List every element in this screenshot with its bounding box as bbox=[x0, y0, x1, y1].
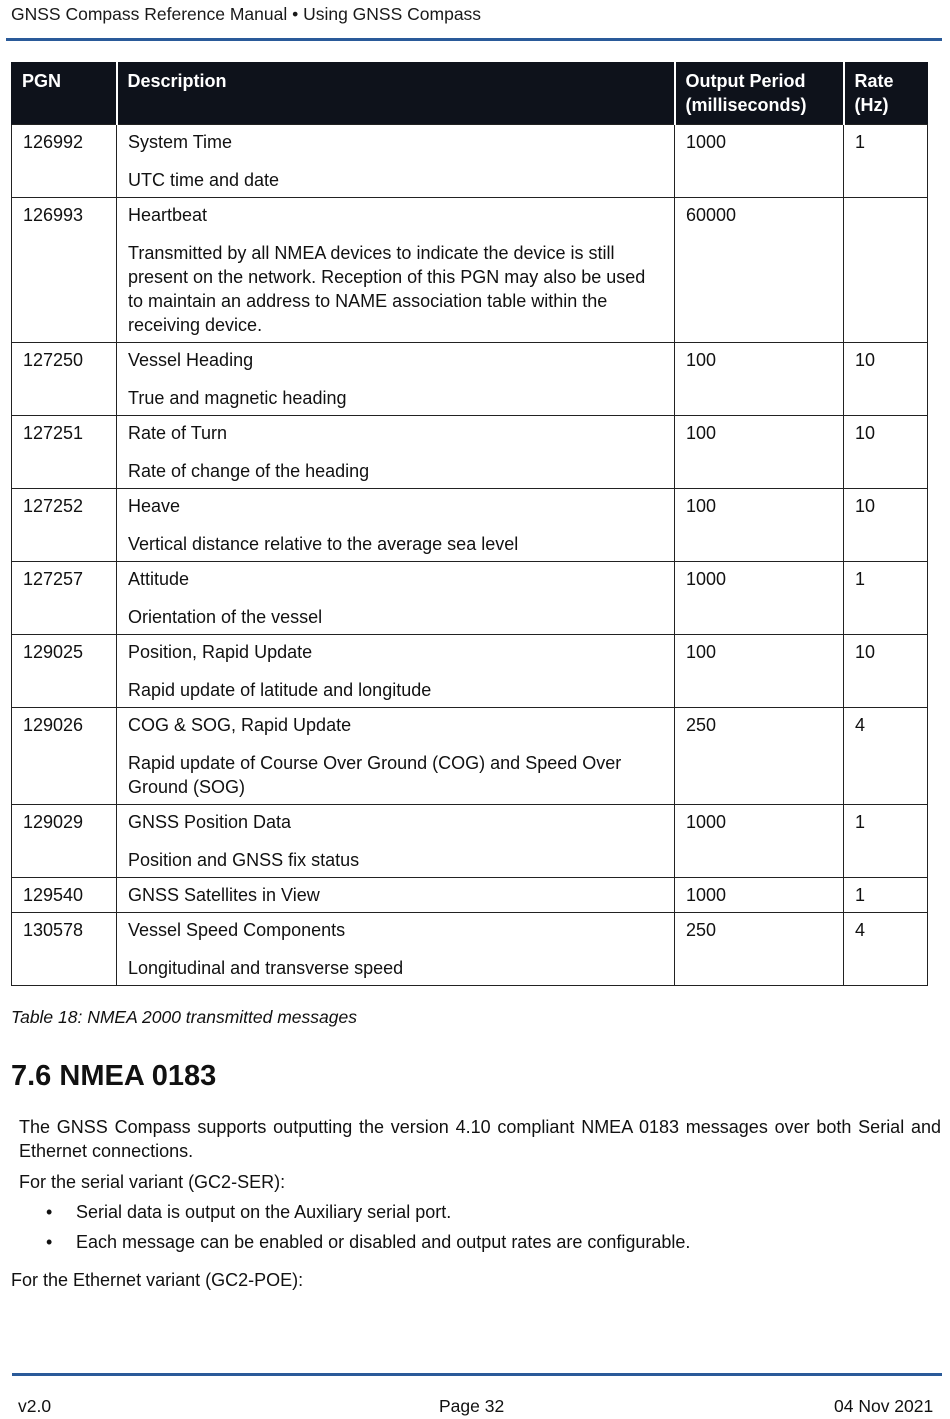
pgn-cell: 129026 bbox=[12, 708, 117, 805]
rate-cell: 10 bbox=[844, 416, 928, 489]
description-cell bbox=[117, 708, 675, 805]
message-title: Vessel Heading bbox=[128, 350, 254, 370]
description-cell bbox=[117, 878, 675, 913]
table-header-row bbox=[12, 62, 928, 125]
description-cell bbox=[117, 913, 675, 986]
pgn-cell: 129540 bbox=[12, 878, 117, 913]
table-row bbox=[12, 416, 928, 489]
pgn-cell: 127252 bbox=[12, 489, 117, 562]
message-title: GNSS Satellites in View bbox=[128, 885, 320, 905]
output-period-cell: 100 bbox=[675, 343, 844, 416]
table-row bbox=[12, 805, 928, 878]
nmea2000-table bbox=[11, 62, 928, 986]
output-period-cell: 250 bbox=[675, 708, 844, 805]
footer-version: v2.0 bbox=[18, 1396, 52, 1416]
section-heading: 7.6 NMEA 0183 bbox=[11, 1060, 217, 1092]
rate-cell: 1 bbox=[844, 878, 928, 913]
table-row bbox=[12, 708, 928, 805]
message-description: Rapid update of latitude and longitude bbox=[128, 680, 432, 700]
footer-date: 04 Nov 2021 bbox=[834, 1396, 934, 1416]
pgn-cell: 127250 bbox=[12, 343, 117, 416]
serial-variant-label: For the serial variant (GC2-SER): bbox=[19, 1172, 286, 1192]
section-intro: The GNSS Compass supports outputting the version 4.10 compliant NMEA 0183 messages over both Serial and Ethernet connections. bbox=[19, 1117, 941, 1161]
bullet-text: Serial data is output on the Auxiliary serial port. bbox=[76, 1202, 452, 1222]
message-title: Heartbeat bbox=[128, 205, 208, 225]
description-cell bbox=[117, 198, 675, 343]
column-header-description: Description bbox=[117, 62, 675, 125]
output-period-cell: 1000 bbox=[675, 878, 844, 913]
column-header-rate: Rate (Hz) bbox=[844, 62, 928, 125]
message-description: Position and GNSS fix status bbox=[128, 850, 360, 870]
bullet-icon: • bbox=[46, 1202, 53, 1222]
description-cell bbox=[117, 805, 675, 878]
bullet-icon: • bbox=[46, 1232, 53, 1252]
output-period-cell: 100 bbox=[675, 635, 844, 708]
table-row bbox=[12, 343, 928, 416]
table-row bbox=[12, 125, 928, 198]
table-row bbox=[12, 635, 928, 708]
table-row bbox=[12, 878, 928, 913]
description-cell bbox=[117, 489, 675, 562]
pgn-cell: 127257 bbox=[12, 562, 117, 635]
message-description: Transmitted by all NMEA devices to indicate the device is still present on the network. Reception of this PGN may also be used to maintain an address to NAME association table within the receiving device. bbox=[128, 243, 646, 335]
message-title: System Time bbox=[128, 132, 233, 152]
rate-cell: 10 bbox=[844, 635, 928, 708]
description-cell bbox=[117, 343, 675, 416]
table-caption: Table 18: NMEA 2000 transmitted messages bbox=[11, 1007, 357, 1027]
rate-cell: 1 bbox=[844, 805, 928, 878]
ethernet-variant-label: For the Ethernet variant (GC2-POE): bbox=[11, 1270, 304, 1290]
description-cell bbox=[117, 125, 675, 198]
message-description: True and magnetic heading bbox=[128, 388, 347, 408]
running-header: GNSS Compass Reference Manual • Using GNSS Compass bbox=[11, 4, 482, 24]
message-title: Heave bbox=[128, 496, 181, 516]
message-title: Attitude bbox=[128, 569, 190, 589]
pgn-cell: 126993 bbox=[12, 198, 117, 343]
pgn-cell: 130578 bbox=[12, 913, 117, 986]
pgn-cell: 127251 bbox=[12, 416, 117, 489]
pgn-cell: 129029 bbox=[12, 805, 117, 878]
serial-bullet-list bbox=[19, 1200, 690, 1260]
message-title: Rate of Turn bbox=[128, 423, 228, 443]
rate-cell: 4 bbox=[844, 708, 928, 805]
rate-cell: 1 bbox=[844, 562, 928, 635]
table-body bbox=[12, 125, 928, 986]
column-header-pgn: PGN bbox=[12, 62, 117, 125]
header-rule bbox=[6, 38, 942, 41]
column-header-output-period: Output Period (milliseconds) bbox=[675, 62, 844, 125]
pgn-cell: 129025 bbox=[12, 635, 117, 708]
table-row bbox=[12, 562, 928, 635]
message-description: Rapid update of Course Over Ground (COG) and Speed Over Ground (SOG) bbox=[128, 753, 622, 797]
message-description: Longitudinal and transverse speed bbox=[128, 958, 404, 978]
message-description: Rate of change of the heading bbox=[128, 461, 370, 481]
footer-page-number: Page 32 bbox=[439, 1396, 505, 1416]
output-period-cell: 100 bbox=[675, 416, 844, 489]
rate-cell: 10 bbox=[844, 489, 928, 562]
message-description: Vertical distance relative to the average sea level bbox=[128, 534, 519, 554]
description-cell bbox=[117, 635, 675, 708]
output-period-cell: 1000 bbox=[675, 562, 844, 635]
message-title: GNSS Position Data bbox=[128, 812, 292, 832]
description-cell bbox=[117, 416, 675, 489]
message-description: UTC time and date bbox=[128, 170, 280, 190]
output-period-cell: 250 bbox=[675, 913, 844, 986]
table-row bbox=[12, 198, 928, 343]
list-item bbox=[19, 1230, 690, 1260]
message-title: COG & SOG, Rapid Update bbox=[128, 715, 352, 735]
description-cell bbox=[117, 562, 675, 635]
table-row bbox=[12, 489, 928, 562]
rate-cell: 1 bbox=[844, 125, 928, 198]
message-title: Vessel Speed Components bbox=[128, 920, 346, 940]
output-period-cell: 100 bbox=[675, 489, 844, 562]
output-period-cell: 60000 bbox=[675, 198, 844, 343]
message-description: Orientation of the vessel bbox=[128, 607, 323, 627]
pgn-cell: 126992 bbox=[12, 125, 117, 198]
rate-cell: 10 bbox=[844, 343, 928, 416]
output-period-cell: 1000 bbox=[675, 125, 844, 198]
bullet-text: Each message can be enabled or disabled and output rates are configurable. bbox=[76, 1232, 691, 1252]
rate-cell bbox=[844, 198, 928, 343]
list-item bbox=[19, 1200, 690, 1230]
table-row bbox=[12, 913, 928, 986]
footer-rule bbox=[12, 1373, 942, 1376]
rate-cell: 4 bbox=[844, 913, 928, 986]
message-title: Position, Rapid Update bbox=[128, 642, 313, 662]
output-period-cell: 1000 bbox=[675, 805, 844, 878]
